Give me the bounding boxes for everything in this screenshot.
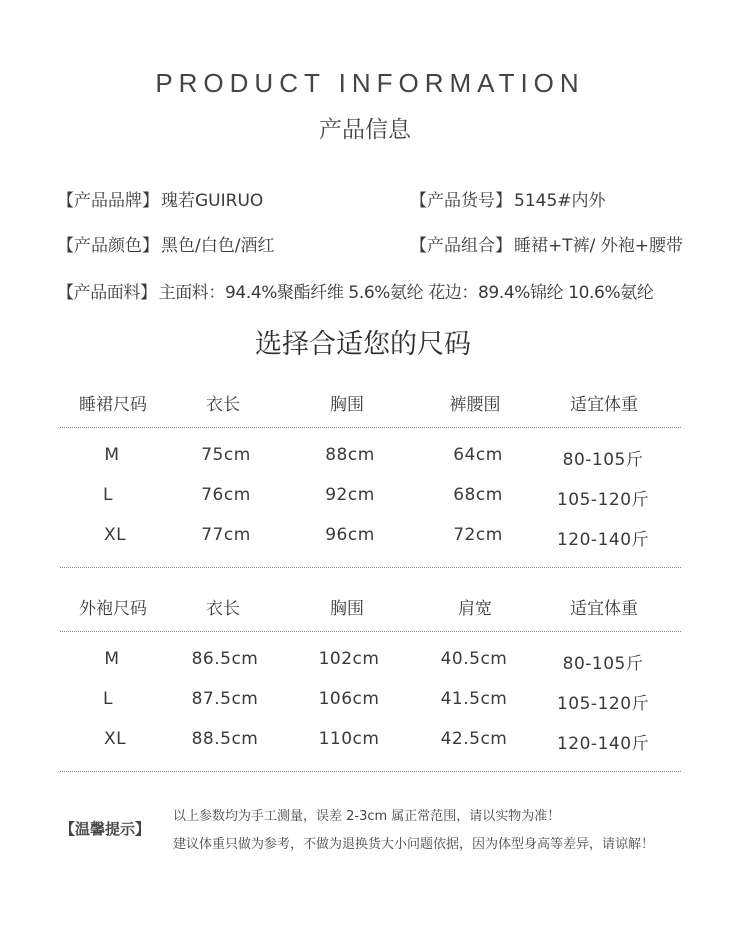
table2-cell: 80-105斤 xyxy=(562,654,644,674)
table1-cell: M xyxy=(104,445,120,465)
page-title-en: PRODUCT INFORMATION xyxy=(155,68,585,98)
info-item-no-value: 5145#内外 xyxy=(514,191,606,211)
table2-cell: 102cm xyxy=(318,649,380,669)
table1-header-waist: 裤腰围 xyxy=(449,395,501,415)
table1-header-weight: 适宜体重 xyxy=(570,395,638,415)
table2-header-bust: 胸围 xyxy=(330,599,364,619)
table2-cell: 120-140斤 xyxy=(556,734,650,754)
table1-cell: 64cm xyxy=(453,445,503,465)
info-combo-value: 睡裙+T裤/ 外袍+腰带 xyxy=(514,236,684,256)
info-color-value: 黑色/白色/酒红 xyxy=(161,236,275,256)
table2-cell: 110cm xyxy=(318,729,380,749)
table2-cell: 106cm xyxy=(318,689,380,709)
table2-cell: M xyxy=(104,649,120,669)
table2-cell: 40.5cm xyxy=(440,649,508,669)
table1-cell: 80-105斤 xyxy=(562,450,644,470)
divider xyxy=(60,771,681,772)
table2-cell: 88.5cm xyxy=(191,729,259,749)
size-section-title: 选择合适您的尺码 xyxy=(255,329,471,360)
info-item-no xyxy=(410,186,606,211)
table1-header-bust: 胸围 xyxy=(330,395,364,415)
info-combo xyxy=(410,231,683,256)
table2-cell: XL xyxy=(103,729,127,749)
tips-line-2: 建议体重只做为参考，不做为退换货大小问题依据，因为体型身高等差异，请谅解！ xyxy=(173,837,655,852)
info-brand-value: 瑰若GUIRUO xyxy=(161,191,264,211)
table2-cell: 105-120斤 xyxy=(556,694,650,714)
divider xyxy=(60,567,681,568)
info-brand xyxy=(57,186,263,211)
table2-cell: 41.5cm xyxy=(440,689,508,709)
table1-cell: 88cm xyxy=(325,445,375,465)
table1-cell: 77cm xyxy=(201,525,251,545)
table2-cell: 42.5cm xyxy=(440,729,508,749)
table1-cell: 105-120斤 xyxy=(556,490,650,510)
table2-cell: L xyxy=(103,689,113,709)
divider xyxy=(60,631,681,632)
table2-header-shoulder: 肩宽 xyxy=(458,599,492,619)
info-fabric xyxy=(57,278,653,303)
table1-header-size: 睡裙尺码 xyxy=(79,395,147,415)
table1-cell: 120-140斤 xyxy=(556,530,650,550)
table2-cell: 87.5cm xyxy=(191,689,259,709)
tips-label: 【温馨提示】 xyxy=(60,820,151,838)
table1-cell: XL xyxy=(103,525,127,545)
info-item-no-key: 【产品货号】 xyxy=(410,191,512,211)
table1-cell: 96cm xyxy=(325,525,375,545)
table2-header-length: 衣长 xyxy=(206,599,240,619)
table1-cell: L xyxy=(103,485,113,505)
table1-cell: 75cm xyxy=(201,445,251,465)
table1-cell: 72cm xyxy=(453,525,503,545)
page-title-zh: 产品信息 xyxy=(319,117,411,143)
table1-cell: 76cm xyxy=(201,485,251,505)
table2-cell: 86.5cm xyxy=(191,649,259,669)
tips-line-1: 以上参数均为手工测量，误差 2-3cm 属正常范围，请以实物为准！ xyxy=(173,809,561,824)
info-color xyxy=(57,231,274,256)
table1-cell: 68cm xyxy=(453,485,503,505)
table1-cell: 92cm xyxy=(325,485,375,505)
info-combo-key: 【产品组合】 xyxy=(410,236,512,256)
info-brand-key: 【产品品牌】 xyxy=(57,191,159,211)
info-fabric-value: 主面料：94.4%聚酯纤维 5.6%氨纶 花边：89.4%锦纶 10.6%氨纶 xyxy=(158,283,654,303)
info-color-key: 【产品颜色】 xyxy=(57,236,159,256)
table1-header-length: 衣长 xyxy=(206,395,240,415)
table2-header-size: 外袍尺码 xyxy=(79,599,147,619)
divider xyxy=(60,427,681,428)
info-fabric-key: 【产品面料】 xyxy=(57,283,157,303)
table2-header-weight: 适宜体重 xyxy=(570,599,638,619)
